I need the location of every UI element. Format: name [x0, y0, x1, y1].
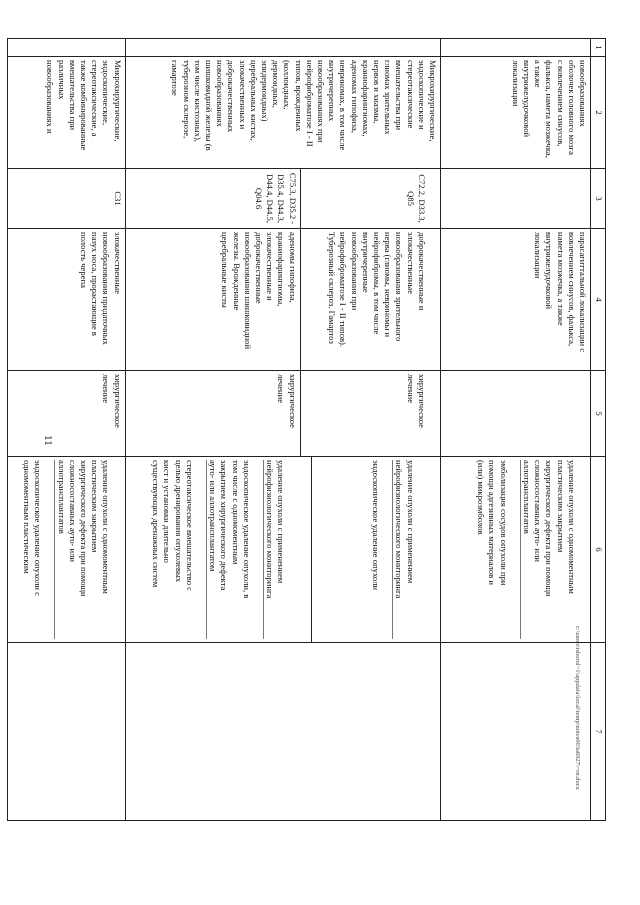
column-number: 4	[591, 229, 606, 371]
treatment-method-line: удаление опухоли с применением нейрофизиологического мониторинга	[392, 460, 415, 639]
icd-code-cell	[441, 169, 591, 229]
icd-code-cell	[125, 169, 440, 229]
cost-cell	[441, 643, 591, 821]
treatment-type-cell: хирургическое лечение	[7, 371, 125, 457]
treatment-method-cell	[125, 457, 440, 643]
column-number-row	[591, 39, 606, 821]
treatment-method-line: эндоскопическое удаление опухоли с одномоментным пластическим	[21, 460, 44, 596]
column-number: 5	[591, 371, 606, 457]
column-number: 7	[591, 643, 606, 821]
treatment-type-cell	[441, 371, 591, 457]
cost-cell	[7, 643, 125, 821]
procedures-table	[7, 38, 606, 821]
table-row	[441, 39, 591, 821]
column-number: 1	[591, 39, 606, 57]
care-type-cell: Микрохирургические, эндоскопические, стереотаксические, а также комбинированные вмешательства при различных новообразованиях и	[7, 57, 125, 169]
patient-model-a: доброкачественные и злокачественные новообразования зрительного нерва (глиомы, невриномы и нейрофибромы, в том числе внутричерепные новообразования при нейрофиброматозе I - II типов). Туберозный склероз. Гамартоз	[327, 232, 427, 348]
footer-file-path: c:\users\tsborol~1\appdata\local\temp\notes003a6927\~rn.docx	[574, 626, 581, 790]
treatment-method-line: эмболизация сосудов опухоли при помощи адгезивных материалов и (или) микроэмболов	[476, 460, 509, 586]
row-number-cell	[441, 39, 591, 57]
patient-model-cell: злокачественные новообразования придаточных пазух носа, прорастающие в полость черепа	[7, 229, 125, 371]
cost-cell	[125, 643, 440, 821]
treatment-method-block-b	[137, 457, 300, 642]
treatment-method-line: удаление опухоли с одномоментным пластическим закрытием хирургического дефекта при помощи сложносоставных ауто- или аллотрансплантатов	[520, 460, 577, 639]
patient-model-cell	[125, 229, 440, 371]
patient-model-cell: парасагиттальной локализации с вовлечением синусов, фалькса, намета мозжечка, а также внутрижелудочковой локализации	[441, 229, 591, 371]
column-number: 2	[591, 57, 606, 169]
treatment-method-cell	[441, 457, 591, 643]
care-type-cell: Микрохирургические, эндоскопические и стереотаксические вмешательства при глиомах зрительных нервов и хиазмы, краниофарингиомах, аденомах гипофиза, невриномах, в том числе внутричерепных новообразованиях при нейрофиброматозе I - II типов, врожденных (коллоидных, дермоидных, эпидермоидных) церебральных кистах, злокачественных и доброкачественных новообразованиях шишковидной железы (в том числе кистозных), туберозном склерозе, гамартозе	[125, 57, 440, 169]
icd-code-b: C75.3, D35.2 - D35.4, D44.3, D44.4, D44.5, Q04.6	[251, 169, 301, 228]
treatment-method-line: удаление опухоли с одномоментным пластическим закрытием хирургического дефекта при помощи сложносоставных ауто- или аллотрансплантатов	[54, 460, 111, 639]
treatment-method-cell	[7, 457, 125, 643]
treatment-type-cell	[125, 371, 440, 457]
treatment-method-line: стереотаксическое вмешательство с целью дренирования опухолевых кист и установки длительно существующих дренажных систем	[151, 460, 195, 591]
treatment-method-block-a	[311, 457, 429, 642]
row-number-cell	[7, 39, 125, 57]
column-number: 6	[591, 457, 606, 643]
treatment-method-line: удаление опухоли с применением нейрофизиологического мониторинга	[263, 460, 286, 639]
treatment-method-line: эндоскопическое удаление опухоли	[370, 460, 381, 591]
patient-model-b: аденомы гипофиза, краниофарингиомы, злокачественные и доброкачественные новообразования шишковидной железы. Врожденные церебральные кисты	[217, 229, 300, 370]
treatment-type-a: хирургическое лечение	[405, 374, 427, 428]
table-row	[7, 39, 125, 821]
icd-code-a: C72.2, D33.3, Q85	[405, 174, 427, 223]
column-number: 3	[591, 169, 606, 229]
icd-code-cell: C31	[7, 169, 125, 229]
care-type-cell: новообразованиях оболочек головного мозга с вовлечением синусов, фалькса, намета мозжечка, а также внутрижелудочковой локализации	[441, 57, 591, 169]
row-number-cell	[125, 39, 440, 57]
treatment-type-b: хирургическое лечение	[273, 371, 300, 456]
page-number: 11	[42, 435, 54, 446]
treatment-method-line: эндоскопическое удаление опухоли, в том числе с одномоментным закрытием хирургического дефекта ауто- или аллотрансплантатом	[206, 460, 252, 639]
table-row	[125, 39, 440, 821]
